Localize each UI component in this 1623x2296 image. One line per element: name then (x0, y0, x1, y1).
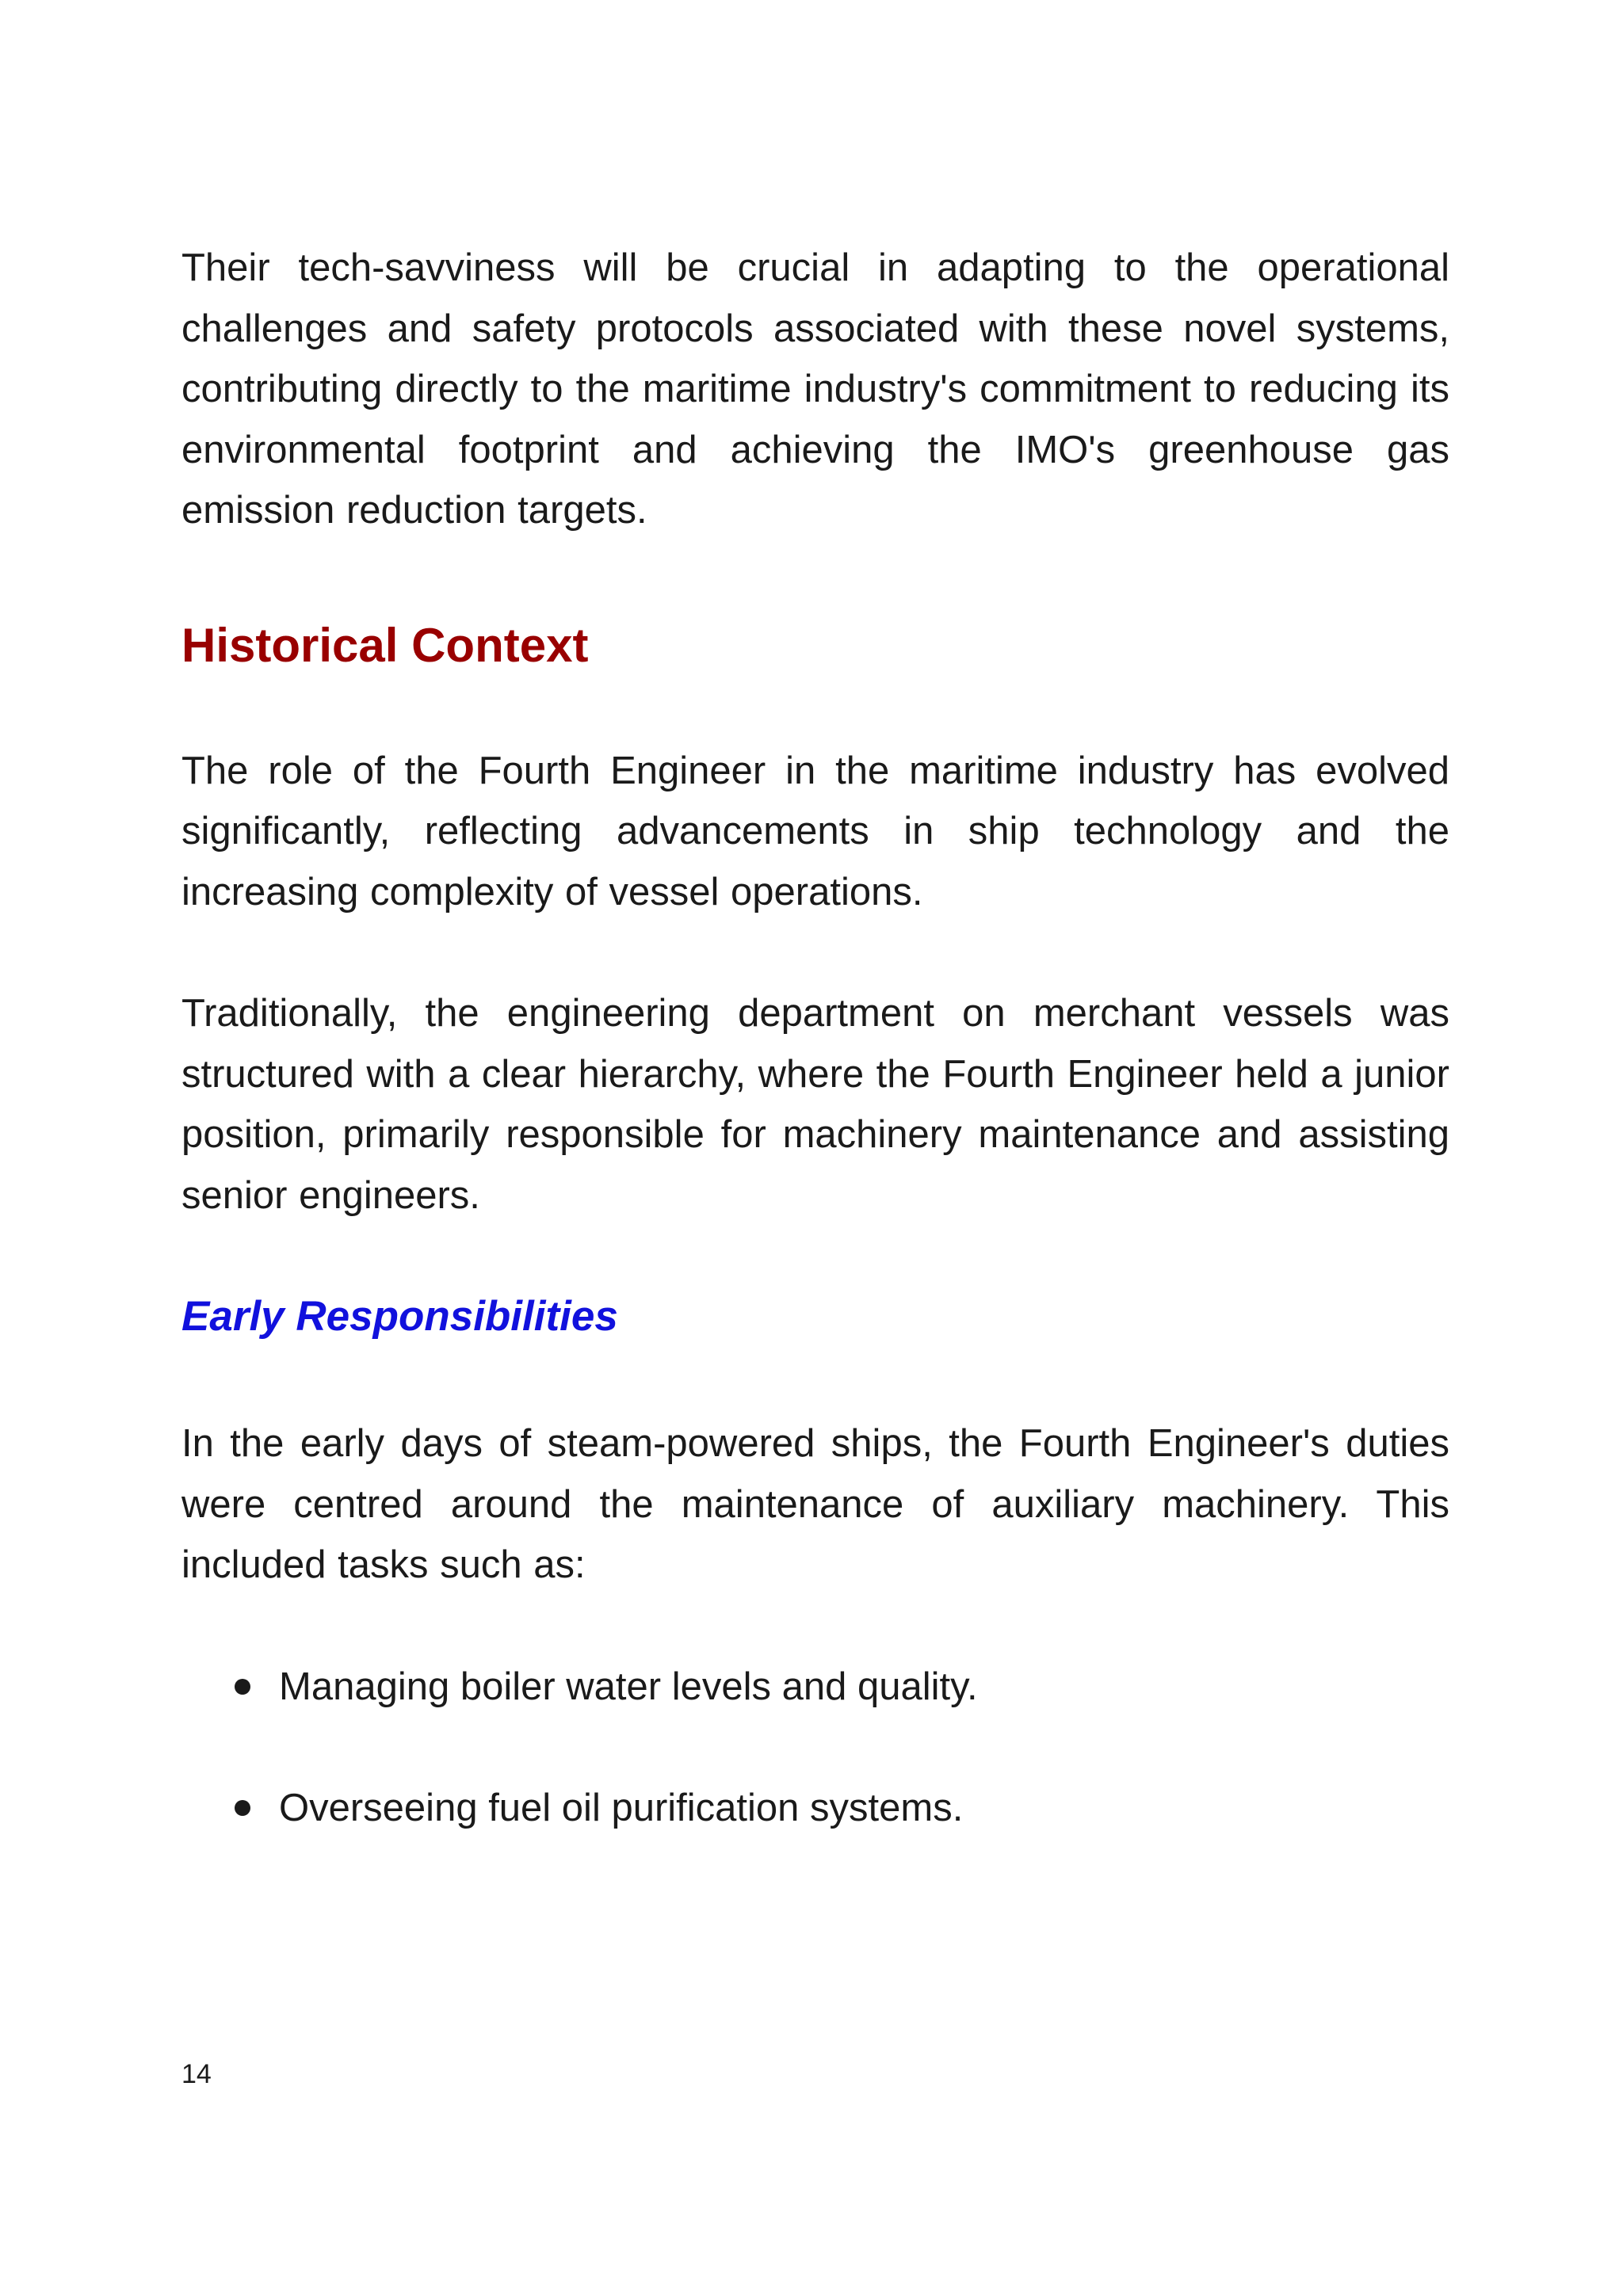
historical-context-heading: Historical Context (181, 618, 589, 672)
document-page (181, 238, 1449, 1839)
bullet-icon (235, 1800, 250, 1816)
list-item (181, 1778, 1449, 1839)
historical-paragraph-2: Traditionally, the engineering department on merchant vessels was structured with a clear hierarchy, where the Fourth Engineer held a junior position, primarily responsible for machinery maintenance and assisting senior engineers. (181, 992, 1449, 1217)
list-item-text: Overseeing fuel oil purification systems. (279, 1787, 964, 1829)
page-number: 14 (181, 2059, 212, 2089)
bullet-icon (235, 1679, 250, 1695)
intro-paragraph: Their tech-savviness will be crucial in adapting to the operational challenges and safety protocols associated with these novel systems, contributing directly to the maritime industry's commitment to reducing its environmental footprint and achieving the IMO's greenhouse gas emission reduction targets. (181, 246, 1449, 532)
list-item-text: Managing boiler water levels and quality. (279, 1665, 978, 1708)
list-item (181, 1657, 1449, 1718)
early-responsibilities-heading: Early Responsibilities (181, 1293, 618, 1340)
early-responsibilities-paragraph: In the early days of steam-powered ships, the Fourth Engineer's duties were centred around the maintenance of auxiliary machinery. This included tasks such as: (181, 1422, 1449, 1586)
historical-paragraph-1: The role of the Fourth Engineer in the maritime industry has evolved significantly, reflecting advancements in ship technology and the increasing complexity of vessel operations. (181, 749, 1449, 913)
responsibilities-list (181, 1657, 1449, 1839)
